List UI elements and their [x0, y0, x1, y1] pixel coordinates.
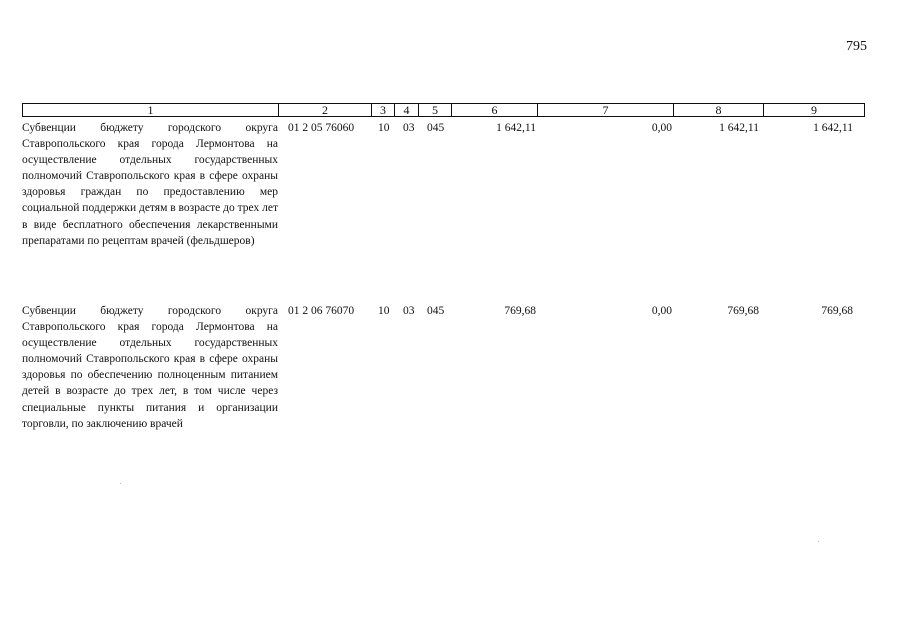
row-code: 01 2 05 76060 — [288, 122, 355, 134]
row-col4: 03 — [403, 122, 415, 134]
page-number: 795 — [846, 39, 867, 54]
column-header-8: 8 — [674, 104, 764, 116]
row-description: Субвенции бюджету городского округа Ставропольского края города Лермонтова на осуществление отдельных государственных полномочий Ставропольского края в сфере охраны здоровья граждан по предоставлению мер социальной поддержки детям в возрасте до трех лет в виде бесплатного обеспечения лекарственными препаратами по рецептам врачей (фельдшеров) — [22, 122, 278, 247]
row-col5: 045 — [427, 305, 445, 317]
row-value-7: 0,00 — [651, 305, 672, 317]
row-value-8: 1 642,11 — [719, 122, 759, 134]
row-code: 01 2 06 76070 — [288, 305, 355, 317]
row-value-9: 769,68 — [821, 305, 853, 317]
row-col5: 045 — [427, 122, 445, 134]
column-header-1: 1 — [23, 104, 279, 116]
column-header-9: 9 — [811, 103, 817, 117]
column-header-6: 6 — [452, 104, 538, 116]
row-value-6: 769,68 — [504, 305, 536, 317]
scan-speck — [120, 483, 121, 484]
row-value-7: 0,00 — [651, 122, 672, 134]
row-col3: 10 — [378, 122, 390, 134]
row-value-8: 769,68 — [727, 305, 759, 317]
column-header-4: 4 — [395, 104, 419, 116]
row-col3: 10 — [378, 305, 390, 317]
row-value-6: 1 642,11 — [496, 122, 536, 134]
row-value-9: 1 642,11 — [813, 122, 853, 134]
row-description: Субвенции бюджету городского округа Ставропольского края города Лермонтова на осуществление отдельных государственных полномочий Ставропольского края в сфере охраны здоровья по обеспечению полноценным питанием детей в возрасте до трех лет, в том числе через специальные пункты питания и организации торговли, по заключению врачей — [22, 305, 278, 430]
row-col4: 03 — [403, 305, 415, 317]
column-header-3: 3 — [372, 104, 395, 116]
scan-speck — [818, 541, 819, 542]
column-header-2: 2 — [279, 104, 372, 116]
column-header-row — [22, 103, 865, 117]
column-header-7: 7 — [538, 104, 674, 116]
column-header-5: 5 — [419, 104, 452, 116]
